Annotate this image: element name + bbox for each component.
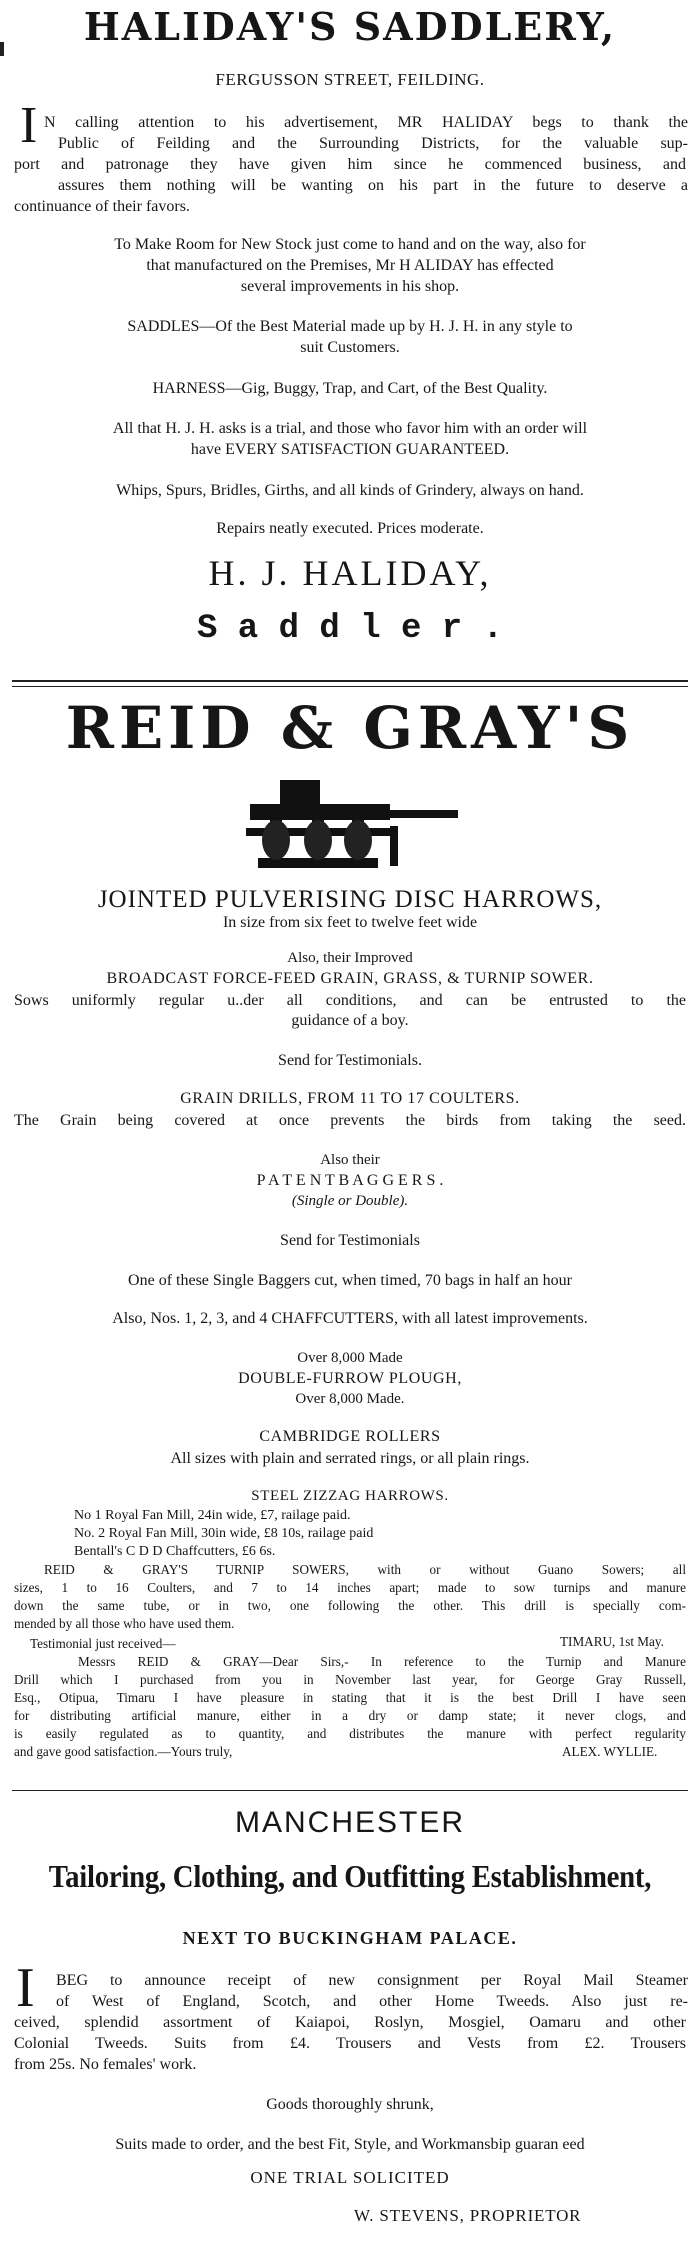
haliday-repairs: Repairs neatly executed. Prices moderate. xyxy=(216,520,484,537)
haliday-trial-line-1: All that H. J. H. asks is a trial, and those who favor him with an order will xyxy=(112,420,588,437)
haliday-trial-line-2: have EVERY SATISFACTION GUARANTEED. xyxy=(190,441,510,458)
stevens-body-line-1: BEG to announce receipt of new consignment per Royal Mail Steamer xyxy=(56,1972,688,1989)
reid-turnip-line-1: REID & GRAY'S TURNIP SOWERS, with or without Guano Sowers; all xyxy=(44,1562,686,1577)
stevens-body-line-3: ceived, splendid assortment of Kaiapoi, Roslyn, Mosgiel, Oamaru and other xyxy=(14,2014,686,2031)
haliday-address: FERGUSSON STREET, FEILDING. xyxy=(215,70,485,89)
page-edge-mark xyxy=(0,42,4,56)
reid-turnip-line-3: down the same tube, or in two, one following the other. This drill is specially com- xyxy=(14,1598,686,1613)
reid-testimonial-line-6: and gave good satisfaction.—Yours truly, xyxy=(14,1744,233,1759)
haliday-intro-line-4: assures them nothing will be wanting on his part in the future to deserve a xyxy=(58,177,688,194)
stevens-shrunk: Goods thoroughly shrunk, xyxy=(266,2096,434,2113)
reid-send-testimonials-2: Send for Testimonials xyxy=(280,1232,420,1249)
haliday-intro-line-3: port and patronage they have given him since he commenced business, and xyxy=(14,156,686,173)
reid-testimonial-line-2: Drill which I purchased from you in November last year, for George Gray Russell, xyxy=(14,1672,686,1687)
reid-testimonial-line-3: Esq., Otipua, Timaru I have pleasure in stating that it is the best Drill I have seen xyxy=(14,1690,686,1705)
haliday-intro-line-2: Public of Feilding and the Surrounding Districts, for the valuable sup- xyxy=(58,135,688,152)
reid-over-made-1: Over 8,000 Made xyxy=(297,1350,403,1366)
reid-rollers-desc: All sizes with plain and serrated rings, or all plain rings. xyxy=(170,1450,530,1467)
reid-sower-desc-2: guidance of a boy. xyxy=(291,1012,409,1029)
reid-also-improved: Also, their Improved xyxy=(287,950,413,966)
haliday-name: H. J. HALIDAY, xyxy=(208,553,492,593)
haliday-stock-line-3: several improvements in his shop. xyxy=(240,278,460,295)
stevens-body-line-5: from 25s. No females' work. xyxy=(14,2056,197,2073)
reid-harrows-size: In size from six feet to twelve feet wide xyxy=(222,914,478,931)
haliday-title: HALIDAY'S SADDLERY, xyxy=(83,4,617,49)
reid-over-made-2: Over 8,000 Made. xyxy=(295,1391,405,1407)
reid-testimonial-place: TIMARU, 1st May. xyxy=(560,1634,664,1649)
reid-harrows: JOINTED PULVERISING DISC HARROWS, xyxy=(97,886,603,913)
reid-drills: GRAIN DRILLS, FROM 11 TO 17 COULTERS. xyxy=(180,1090,520,1107)
reid-rollers: CAMBRIDGE ROLLERS xyxy=(259,1428,441,1445)
reid-plough: DOUBLE-FURROW PLOUGH, xyxy=(238,1370,462,1387)
reid-drills-desc: The Grain being covered at once prevents the birds from taking the seed. xyxy=(14,1112,686,1129)
haliday-intro-line-5: continuance of their favors. xyxy=(14,198,190,215)
reid-turnip-line-2: sizes, 1 to 16 Coulters, and 7 to 14 inches apart; made to sow turnips and manure xyxy=(14,1580,686,1595)
stevens-location: NEXT TO BUCKINGHAM PALACE. xyxy=(182,1928,518,1948)
haliday-whips: Whips, Spurs, Bridles, Girths, and all kinds of Grindery, always on hand. xyxy=(116,482,584,499)
reid-fan-mill-1: No 1 Royal Fan Mill, 24in wide, £7, railage paid. xyxy=(74,1508,351,1523)
reid-title: REID & GRAY'S xyxy=(65,694,635,762)
reid-zigzag: STEEL ZIZZAG HARROWS. xyxy=(251,1488,449,1504)
haliday-saddles-line-1: SADDLES—Of the Best Material made up by H. J. H. in any style to xyxy=(127,318,573,335)
stevens-title: Tailoring, Clothing, and Outfitting Establishment, xyxy=(48,1858,652,1894)
reid-testimonial-line-5: is easily regulated as to quantity, and distributes the manure with perfect regularity xyxy=(14,1726,686,1741)
stevens-trial: ONE TRIAL SOLICITED xyxy=(250,2168,450,2187)
haliday-dropcap: I xyxy=(20,97,38,154)
section-divider xyxy=(12,680,688,687)
reid-sower: BROADCAST FORCE-FEED GRAIN, GRASS, & TURNIP SOWER. xyxy=(106,970,594,987)
haliday-harness: HARNESS—Gig, Buggy, Trap, and Cart, of the Best Quality. xyxy=(152,380,548,397)
haliday-saddles-line-2: suit Customers. xyxy=(300,339,400,356)
stevens-suits: Suits made to order, and the best Fit, Style, and Workmansbip guaran eed xyxy=(115,2136,585,2153)
reid-chaffcutters: Also, Nos. 1, 2, 3, and 4 CHAFFCUTTERS, with all latest improvements. xyxy=(112,1310,588,1327)
reid-testimonial-line-1: Messrs REID & GRAY—Dear Sirs,- In reference to the Turnip and Manure xyxy=(78,1654,686,1669)
reid-baggers-claim: One of these Single Baggers cut, when timed, 70 bags in half an hour xyxy=(128,1272,572,1289)
section-divider xyxy=(12,1790,688,1791)
reid-also-their: Also their xyxy=(320,1152,380,1168)
haliday-stock-line-1: To Make Room for New Stock just come to hand and on the way, also for xyxy=(114,236,586,253)
stevens-proprietor: W. STEVENS, PROPRIETOR xyxy=(354,2206,582,2225)
stevens-body-line-2: of West of England, Scotch, and other Home Tweeds. Also just re- xyxy=(56,1993,688,2010)
reid-baggers: P A T E N T B A G G E R S . xyxy=(256,1172,444,1189)
reid-fan-mill-2: No. 2 Royal Fan Mill, 30in wide, £8 10s, railage paid xyxy=(74,1526,374,1541)
reid-send-testimonials-1: Send for Testimonials. xyxy=(278,1052,422,1069)
disc-harrow-illustration xyxy=(240,770,460,880)
reid-baggers-type: (Single or Double). xyxy=(291,1193,409,1209)
reid-testimonial-line-4: for distributing artificial manure, either in a dry or damp state; it never clogs, and xyxy=(14,1708,686,1723)
reid-bentall: Bentall's C D D Chaffcutters, £6 6s. xyxy=(74,1544,276,1559)
stevens-body-line-4: Colonial Tweeds. Suits from £4. Trousers and Vests from £2. Trousers xyxy=(14,2035,686,2052)
haliday-stock-line-2: that manufactured on the Premises, Mr H ALIDAY has effected xyxy=(146,257,554,274)
haliday-trade: S a d d l e r . xyxy=(196,610,504,648)
stevens-dropcap: I xyxy=(16,1957,35,2019)
reid-testimonial-signature: ALEX. WYLLIE. xyxy=(562,1744,658,1759)
reid-sower-desc-1: Sows uniformly regular u..der all conditions, and can be entrusted to the xyxy=(14,992,686,1009)
stevens-heading: MANCHESTER xyxy=(234,1806,465,1839)
reid-testimonial-received: Testimonial just received— xyxy=(30,1636,176,1651)
haliday-intro-line-1: N calling attention to his advertisement, MR HALIDAY begs to thank the xyxy=(44,114,688,131)
reid-turnip-line-4: mended by all those who have used them. xyxy=(14,1616,235,1631)
